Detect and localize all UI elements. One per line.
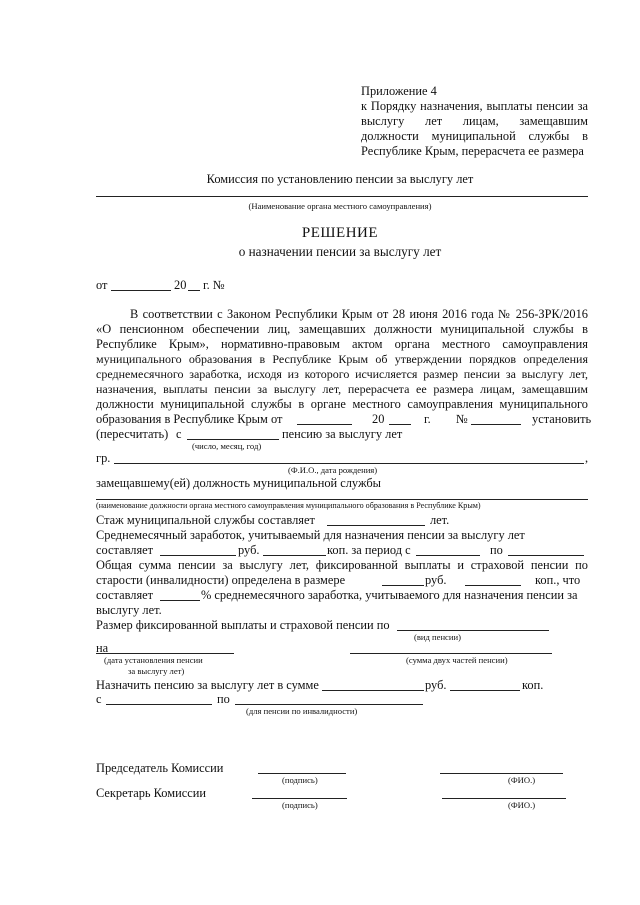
paragraph-pension-label: пенсию за выслугу лет [282, 427, 403, 441]
citizen-comma: , [585, 451, 589, 465]
act-number-label: № [456, 412, 468, 426]
commission-title: Комиссия по установлению пенсии за выслугу лет [206, 172, 474, 186]
earnings-label: составляет [96, 543, 154, 557]
paragraph-line-4: муниципального образования в Республике Крым об утверждении порядков определения [96, 352, 588, 366]
sum-two-parts-field[interactable] [350, 653, 552, 654]
total-percent-field[interactable] [160, 600, 200, 601]
secretary-label: Секретарь Комиссии [96, 786, 206, 800]
paragraph-recalculate: (пересчитать) [96, 427, 169, 441]
paragraph-line-3: Республике Крым», нормативно-правовым актом органа местного самоуправления [96, 337, 588, 351]
citizen-prefix: гр. [96, 451, 111, 465]
established-date-field[interactable] [96, 653, 234, 654]
secretary-fio-field[interactable] [442, 798, 566, 799]
act-date-field[interactable] [297, 424, 352, 425]
document-heading: РЕШЕНИЕ [301, 225, 379, 241]
total-percent-text: % среднемесячного заработка, учитываемого для назначения пенсии за [201, 588, 578, 602]
total-amount-label: старости (инвалидности) определена в размере [96, 573, 346, 587]
position-label: замещавшему(ей) должность муниципальной службы [96, 476, 381, 490]
date-suffix: г. № [203, 278, 225, 292]
assign-label: Назначить пенсию за выслугу лет в сумме [96, 678, 319, 692]
appendix-line-2: к Порядку назначения, выплаты пенсии за [361, 99, 588, 113]
paragraph-line-1: В соответствии с Законом Республики Крым от 28 июня 2016 года № 256-ЗРК/2016 [130, 307, 588, 321]
paragraph-line-8-start: образования в Республике Крым от [96, 412, 283, 426]
caption-chairman-fio: (ФИО.) [508, 775, 536, 785]
assign-rub-label: руб. [425, 678, 447, 692]
caption-chairman-signature: (подпись) [282, 775, 318, 785]
authority-name-line[interactable] [96, 196, 588, 197]
act-year-label: 20 [372, 412, 385, 426]
date-year: 20 [174, 278, 187, 292]
total-line-4: выслугу лет. [96, 603, 162, 617]
total-kop-label: коп., что [535, 573, 581, 587]
assign-kop-field[interactable] [450, 690, 520, 691]
document-subheading: о назначении пенсии за выслугу лет [238, 244, 442, 259]
total-rub-label: руб. [425, 573, 447, 587]
assign-rub-field[interactable] [322, 690, 424, 691]
paragraph-line-2: «О пенсионном обеспечении лиц, замещавших должности муниципальной службы в [96, 322, 588, 336]
caption-name: (Ф.И.О., дата рождения) [288, 465, 378, 475]
decision-date-field[interactable] [111, 290, 171, 291]
caption-secretary-fio: (ФИО.) [508, 800, 536, 810]
act-year-field[interactable] [389, 424, 411, 425]
chairman-signature-field[interactable] [258, 773, 346, 774]
paragraph-line-5: среднемесячного заработка, исходя из которого исчисляется размер пенсии за выслугу лет, [96, 367, 588, 381]
caption-disability: (для пенсии по инвалидности) [246, 706, 358, 716]
chairman-label: Председатель Комиссии [96, 761, 224, 775]
earnings-rub-field[interactable] [160, 555, 236, 556]
pension-start-date-field[interactable] [187, 439, 279, 440]
service-unit: лет. [430, 513, 450, 527]
appendix-line-1: Приложение 4 [361, 84, 437, 98]
period-from-label: с [96, 692, 102, 706]
appendix-line-4: должности муниципальной службы в [361, 129, 588, 143]
total-kop-field[interactable] [465, 585, 521, 586]
total-rub-field[interactable] [382, 585, 424, 586]
assign-kop-label: коп. [522, 678, 544, 692]
date-prefix: от [96, 278, 108, 292]
earnings-rub-label: руб. [238, 543, 260, 557]
total-line-1: Общая сумма пенсии за выслугу лет, фиксированной выплаты и страховой пенсии по [96, 558, 588, 572]
act-number-field[interactable] [471, 424, 521, 425]
paragraph-establish: установить [532, 412, 592, 426]
earnings-kop-field[interactable] [263, 555, 326, 556]
caption-date: (число, месяц, год) [192, 441, 262, 451]
paragraph-from: с [176, 427, 182, 441]
caption-secretary-signature: (подпись) [282, 800, 318, 810]
period-to-label: по [217, 692, 230, 706]
caption-established-2: за выслугу лет) [128, 666, 185, 676]
earnings-period-label: коп. за период с [327, 543, 411, 557]
pension-type-field[interactable] [397, 630, 549, 631]
caption-authority: (Наименование органа местного самоуправления) [248, 201, 432, 211]
caption-sum-two: (сумма двух частей пенсии) [406, 655, 508, 665]
position-field[interactable] [96, 499, 588, 500]
act-g-label: г. [424, 412, 431, 426]
earnings-period-to-field[interactable] [508, 555, 584, 556]
service-years-field[interactable] [327, 525, 425, 526]
fixed-payment-label: Размер фиксированной выплаты и страховой пенсии по [96, 618, 390, 632]
secretary-signature-field[interactable] [252, 798, 347, 799]
caption-position: (наименование должности органа местного самоуправления муниципального образования в Республике Крым) [96, 501, 481, 510]
on-label: на [96, 641, 109, 655]
earnings-line-1: Среднемесячный заработок, учитываемый для назначения пенсии за выслугу лет [96, 528, 525, 542]
caption-established-1: (дата установления пенсии [104, 655, 203, 665]
appendix-line-3: выслугу лет лицам, замещавшим [361, 114, 588, 128]
earnings-period-to-label: по [490, 543, 503, 557]
caption-pension-type: (вид пенсии) [414, 632, 461, 642]
earnings-period-from-field[interactable] [416, 555, 480, 556]
citizen-name-field[interactable] [114, 463, 584, 464]
paragraph-line-6: назначения, выплаты пенсии за выслугу лет, перерасчета ее размера лицам, замещавшим [96, 382, 588, 396]
total-percent-prefix: составляет [96, 588, 154, 602]
chairman-fio-field[interactable] [440, 773, 563, 774]
decision-year-field[interactable] [188, 290, 200, 291]
appendix-line-5: Республике Крым, перерасчета ее размера [361, 144, 584, 158]
period-to-field[interactable] [235, 704, 423, 705]
period-from-field[interactable] [106, 704, 212, 705]
service-label: Стаж муниципальной службы составляет [96, 513, 315, 527]
paragraph-line-7: должности муниципальной службы в органе местного самоуправления муниципального [96, 397, 588, 411]
